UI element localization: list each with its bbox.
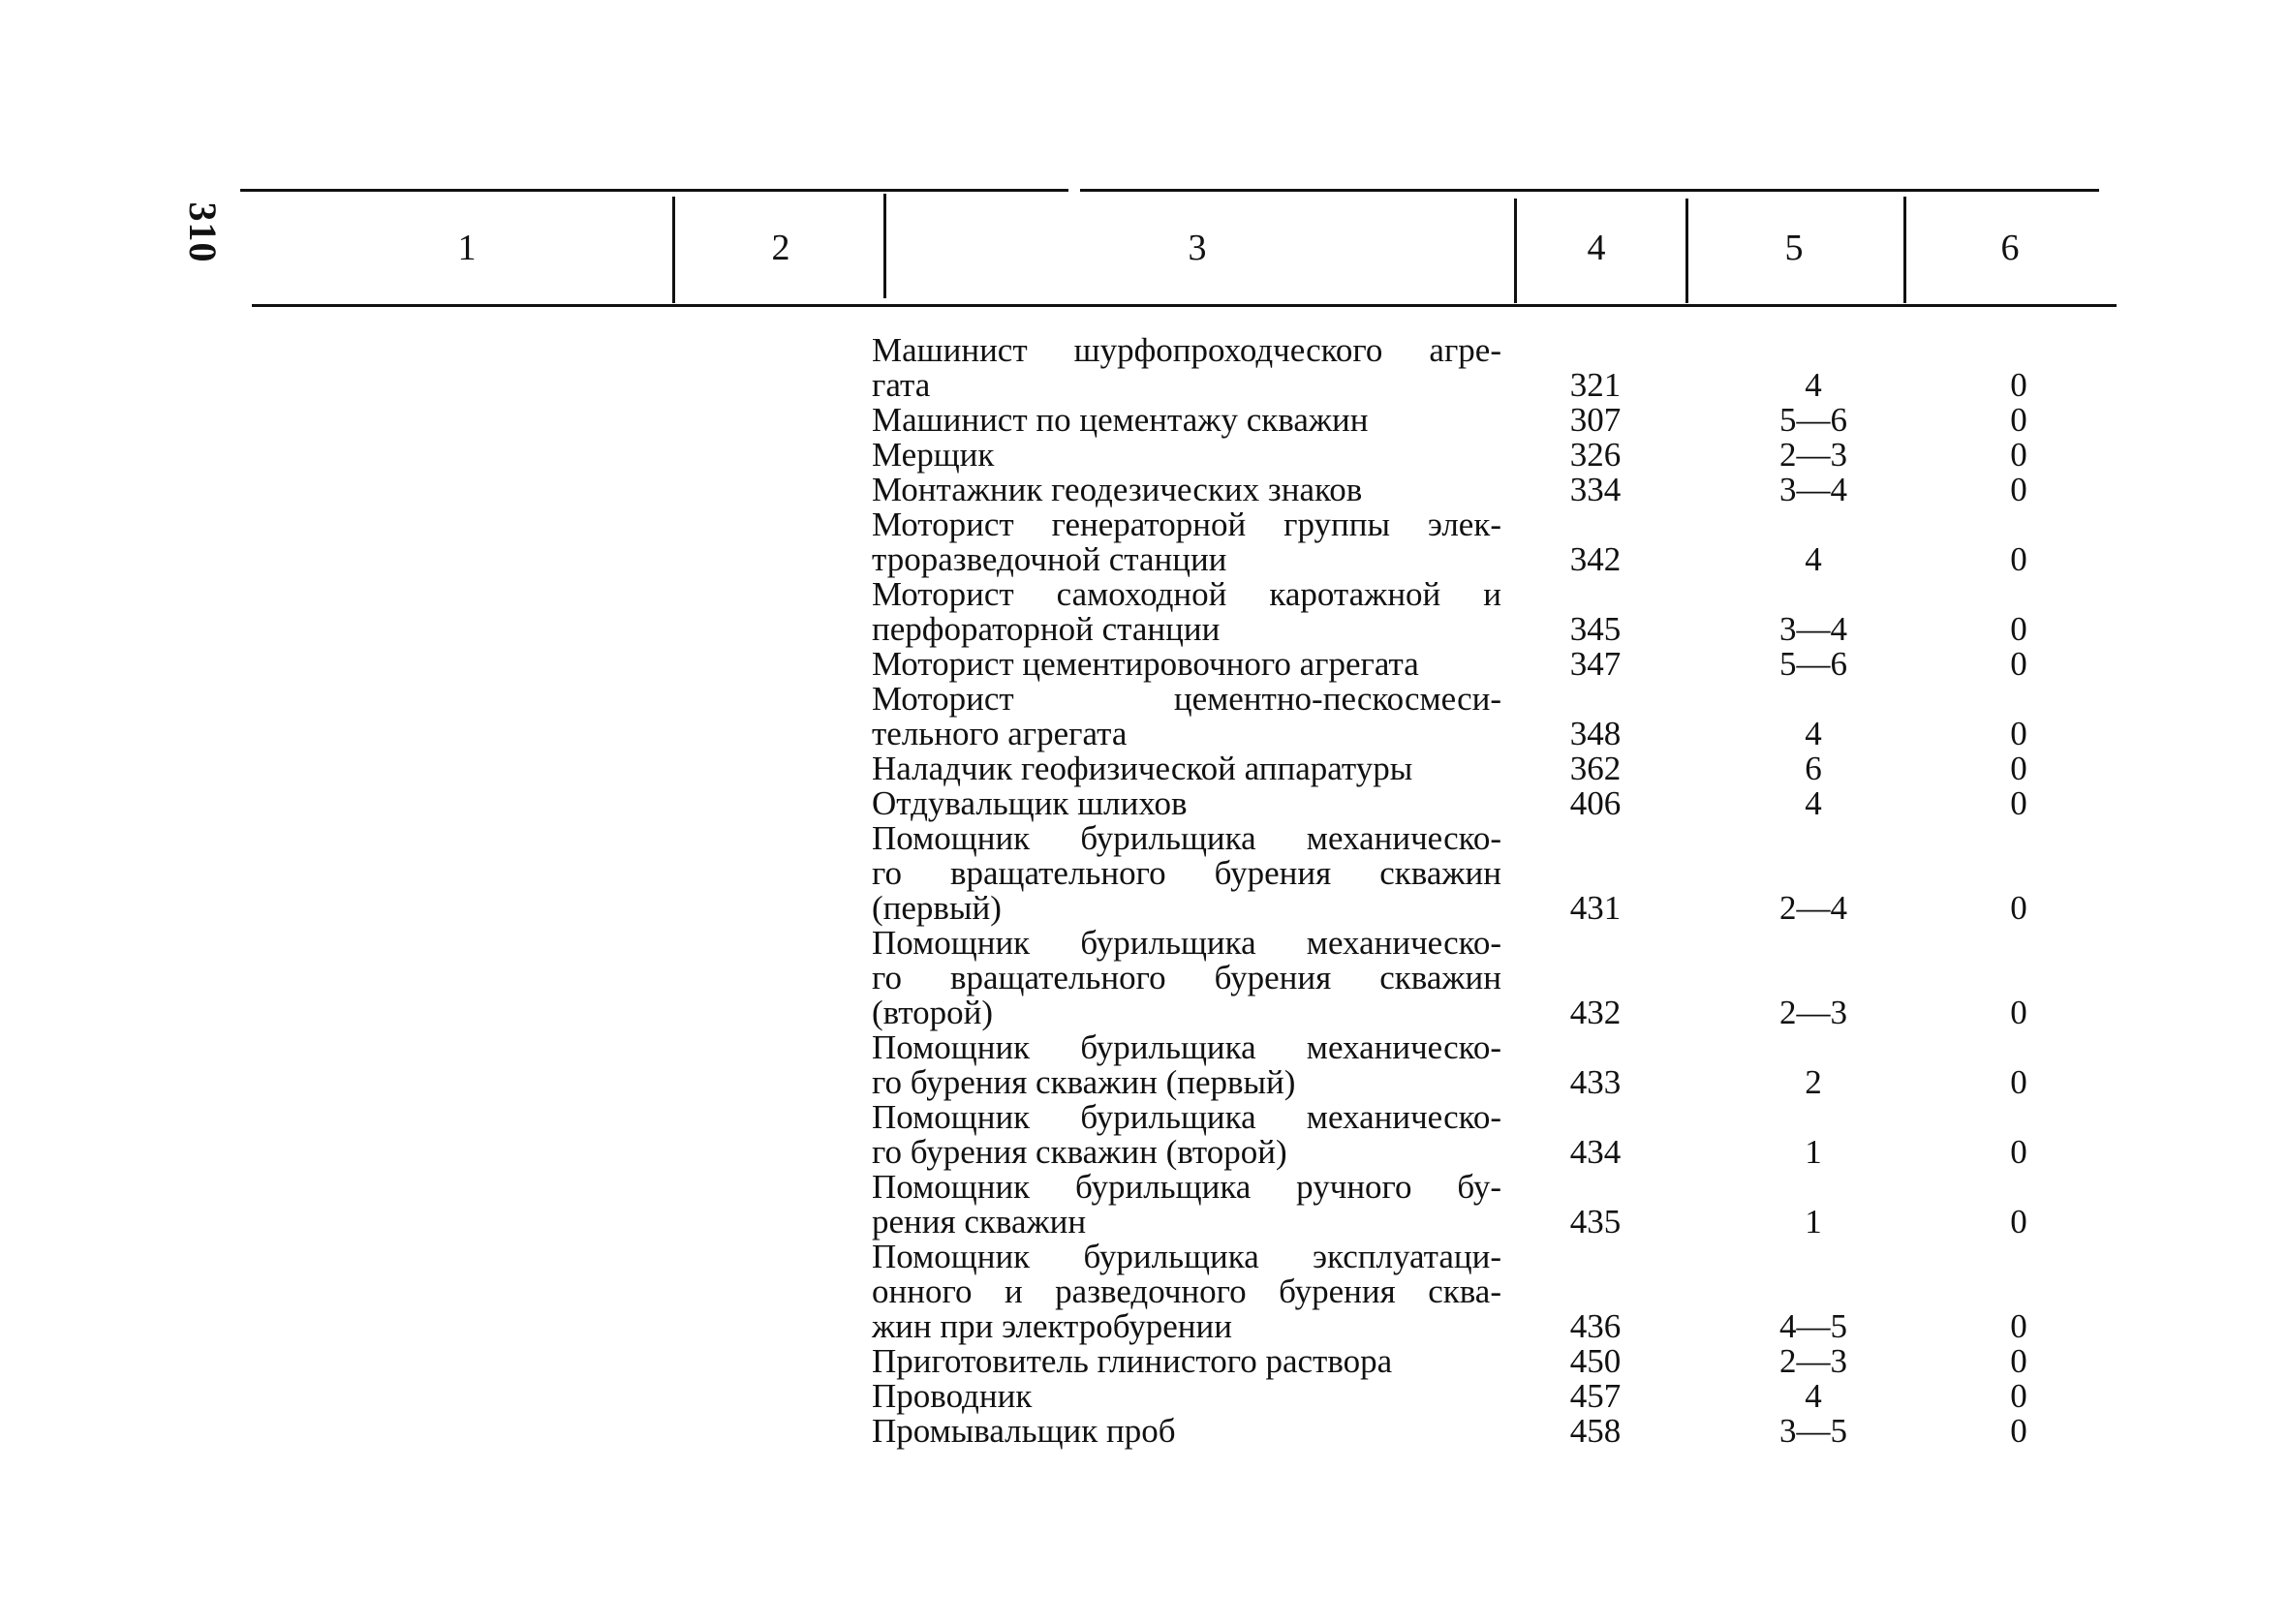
grade-cell: 2 xyxy=(1805,1063,1822,1101)
value-cell: 0 xyxy=(2010,1342,2027,1380)
occupation-line: Мерщик xyxy=(872,436,995,474)
grade-cell: 3—4 xyxy=(1779,610,1847,648)
code-cell: 326 xyxy=(1569,436,1622,474)
header-divider-3 xyxy=(1514,199,1517,303)
occupation-line: тельного агрегата xyxy=(872,715,1128,752)
grade-cell: 2—3 xyxy=(1779,1342,1847,1380)
occupation-line: Промывальщик проб xyxy=(872,1412,1176,1450)
occupation-line: го бурения скважин (второй) xyxy=(872,1133,1287,1171)
code-cell: 436 xyxy=(1569,1307,1622,1345)
grade-cell: 2—3 xyxy=(1779,994,1847,1031)
occupation-line: Машинист по цементажу скважин xyxy=(872,401,1369,439)
code-cell: 433 xyxy=(1569,1063,1622,1101)
grade-cell: 4 xyxy=(1805,540,1822,578)
value-cell: 0 xyxy=(2010,784,2027,822)
grade-cell: 4 xyxy=(1805,715,1822,752)
occupation-line: Проводник xyxy=(872,1377,1033,1415)
occupation-line: Моторист цементно-пескосмеси- xyxy=(872,680,1501,718)
code-cell: 321 xyxy=(1569,366,1622,404)
grade-cell: 4 xyxy=(1805,366,1822,404)
occupation-line: Помощник бурильщика механическо- xyxy=(872,924,1501,962)
occupation-line: Монтажник геодезических знаков xyxy=(872,471,1363,508)
grade-cell: 1 xyxy=(1805,1203,1822,1241)
header-col-6: 6 xyxy=(2000,228,2020,268)
value-cell: 0 xyxy=(2010,715,2027,752)
value-cell: 0 xyxy=(2010,471,2027,508)
header-top-rule-right xyxy=(1080,189,2099,192)
occupation-line: Помощник бурильщика ручного бу- xyxy=(872,1168,1501,1206)
code-cell: 334 xyxy=(1569,471,1622,508)
header-col-1: 1 xyxy=(457,228,477,268)
header-divider-5 xyxy=(1903,197,1906,303)
occupation-line: (второй) xyxy=(872,994,994,1031)
value-cell: 0 xyxy=(2010,540,2027,578)
header-bottom-rule xyxy=(252,304,2117,307)
value-cell: 0 xyxy=(2010,366,2027,404)
occupation-line: Помощник бурильщика механическо- xyxy=(872,1028,1501,1066)
occupation-line: Помощник бурильщика механическо- xyxy=(872,1098,1501,1136)
value-cell: 0 xyxy=(2010,1063,2027,1101)
header-divider-4 xyxy=(1685,199,1688,303)
grade-cell: 1 xyxy=(1805,1133,1822,1171)
value-cell: 0 xyxy=(2010,1203,2027,1241)
header-col-4: 4 xyxy=(1587,228,1606,268)
occupation-line: Приготовитель глинистого раствора xyxy=(872,1342,1393,1380)
code-cell: 345 xyxy=(1569,610,1622,648)
grade-cell: 2—4 xyxy=(1779,889,1847,927)
occupation-line: онного и разведочного бурения сква- xyxy=(872,1272,1501,1310)
grade-cell: 4—5 xyxy=(1779,1307,1847,1345)
code-cell: 406 xyxy=(1569,784,1622,822)
occupation-line: гата xyxy=(872,366,931,404)
grade-cell: 4 xyxy=(1805,1377,1822,1415)
header-top-rule-left xyxy=(240,189,1068,192)
grade-cell: 5—6 xyxy=(1779,401,1847,439)
occupation-line: Машинист шурфопроходческого агре- xyxy=(872,331,1501,369)
page-number: 310 xyxy=(181,201,225,263)
grade-cell: 4 xyxy=(1805,784,1822,822)
header-col-5: 5 xyxy=(1784,228,1804,268)
grade-cell: 2—3 xyxy=(1779,436,1847,474)
code-cell: 362 xyxy=(1569,750,1622,787)
occupation-line: рения скважин xyxy=(872,1203,1087,1241)
occupation-line: (первый) xyxy=(872,889,1002,927)
code-cell: 457 xyxy=(1569,1377,1622,1415)
code-cell: 347 xyxy=(1569,645,1622,683)
code-cell: 458 xyxy=(1569,1412,1622,1450)
code-cell: 342 xyxy=(1569,540,1622,578)
value-cell: 0 xyxy=(2010,401,2027,439)
value-cell: 0 xyxy=(2010,436,2027,474)
value-cell: 0 xyxy=(2010,994,2027,1031)
occupation-line: жин при электробурении xyxy=(872,1307,1232,1345)
grade-cell: 3—4 xyxy=(1779,471,1847,508)
value-cell: 0 xyxy=(2010,889,2027,927)
value-cell: 0 xyxy=(2010,1133,2027,1171)
value-cell: 0 xyxy=(2010,750,2027,787)
value-cell: 0 xyxy=(2010,1412,2027,1450)
value-cell: 0 xyxy=(2010,645,2027,683)
occupation-line: Помощник бурильщика механическо- xyxy=(872,819,1501,857)
occupation-line: Помощник бурильщика эксплуатаци- xyxy=(872,1238,1501,1275)
header-divider-1 xyxy=(672,197,675,303)
occupation-line: Моторист генераторной группы элек- xyxy=(872,506,1501,543)
value-cell: 0 xyxy=(2010,1307,2027,1345)
occupation-line: Отдувальщик шлихов xyxy=(872,784,1188,822)
occupation-line: го вращательного бурения скважин xyxy=(872,959,1501,996)
code-cell: 435 xyxy=(1569,1203,1622,1241)
header-col-3: 3 xyxy=(1188,228,1207,268)
grade-cell: 6 xyxy=(1805,750,1822,787)
occupation-line: го вращательного бурения скважин xyxy=(872,854,1501,892)
occupation-line: Моторист цементировочного агрегата xyxy=(872,645,1419,683)
value-cell: 0 xyxy=(2010,1377,2027,1415)
occupation-line: Моторист самоходной каротажной и xyxy=(872,575,1501,613)
header-divider-2 xyxy=(883,194,886,298)
grade-cell: 3—5 xyxy=(1779,1412,1847,1450)
code-cell: 450 xyxy=(1569,1342,1622,1380)
code-cell: 307 xyxy=(1569,401,1622,439)
code-cell: 431 xyxy=(1569,889,1622,927)
occupation-line: перфораторной станции xyxy=(872,610,1221,648)
header-col-2: 2 xyxy=(771,228,790,268)
occupation-line: троразведочной станции xyxy=(872,540,1227,578)
code-cell: 432 xyxy=(1569,994,1622,1031)
value-cell: 0 xyxy=(2010,610,2027,648)
code-cell: 348 xyxy=(1569,715,1622,752)
occupation-line: го бурения скважин (первый) xyxy=(872,1063,1296,1101)
code-cell: 434 xyxy=(1569,1133,1622,1171)
occupation-line: Наладчик геофизической аппаратуры xyxy=(872,750,1413,787)
grade-cell: 5—6 xyxy=(1779,645,1847,683)
